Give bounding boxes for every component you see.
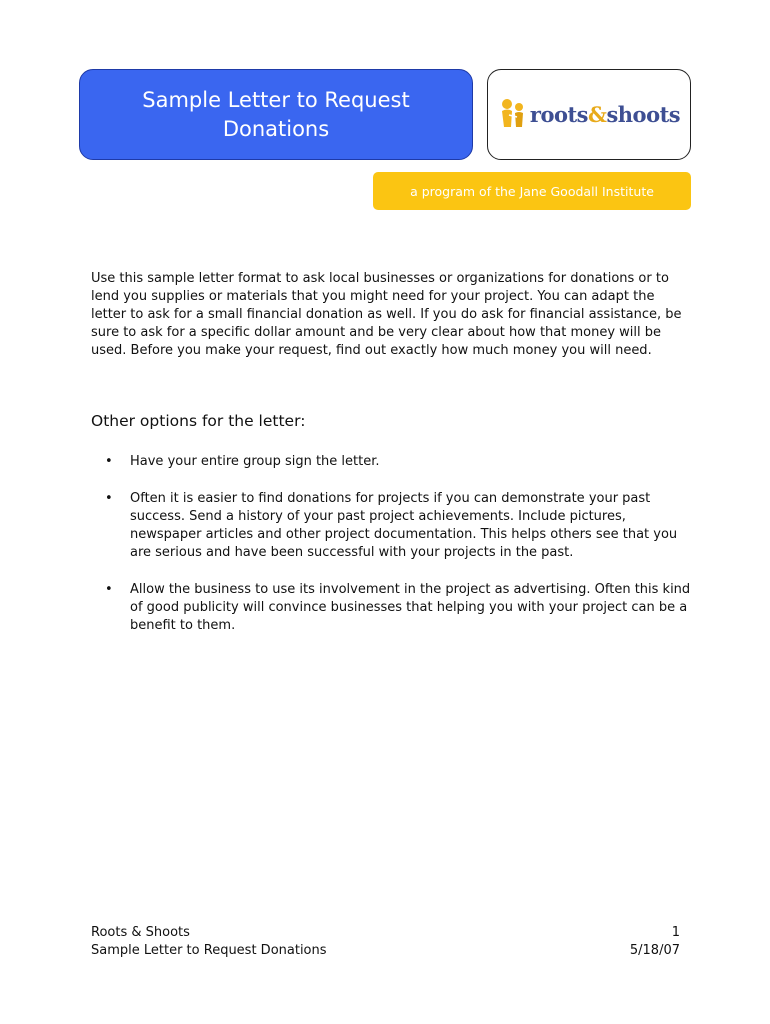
list-item bbox=[91, 581, 691, 635]
tagline: a program of the Jane Goodall Institute bbox=[410, 183, 654, 199]
list-item bbox=[91, 490, 691, 562]
bullet-icon: • bbox=[105, 582, 113, 597]
options-heading: Other options for the letter: bbox=[91, 412, 306, 430]
footer-left bbox=[91, 924, 327, 960]
bullet-icon: • bbox=[105, 491, 113, 506]
list-item-text: Often it is easier to find donations for projects if you can demonstrate your past success. Send a history of your past project achievements. Include pictures, newspaper articles and other project documentation. This helps others see that you are serious and have been successful with your projects in the past. bbox=[130, 491, 678, 560]
title-banner bbox=[79, 69, 473, 160]
footer-date: 5/18/07 bbox=[629, 943, 680, 958]
page-title: Sample Letter to Request Donations bbox=[142, 87, 410, 141]
footer-org: Roots & Shoots bbox=[91, 925, 190, 940]
roots-and-shoots-figures-icon bbox=[498, 97, 528, 133]
footer-doc-title: Sample Letter to Request Donations bbox=[91, 943, 327, 958]
page-number: 1 bbox=[671, 925, 680, 940]
logo-wordmark: roots&shoots bbox=[529, 102, 681, 127]
roots-and-shoots-logo bbox=[498, 97, 680, 133]
logo-panel bbox=[487, 69, 691, 160]
list-item bbox=[91, 453, 691, 471]
list-item-text: Allow the business to use its involvement in the project as advertising. Often this kind of good publicity will convince businesses that helping you with your project can be a benefit to them. bbox=[130, 582, 691, 633]
bullet-icon: • bbox=[105, 454, 113, 469]
tagline-banner bbox=[373, 172, 691, 210]
footer-right bbox=[630, 924, 680, 960]
intro-paragraph: Use this sample letter format to ask local businesses or organizations for donations or to lend you supplies or materials that you might need for your project. You can adapt the letter to ask for a small financial donation as well. If you do ask for financial assistance, be sure to ask for a specific dollar amount and be very clear about how that money will be used. Before you make your request, find out exactly how much money you will need. bbox=[91, 271, 682, 358]
options-list bbox=[91, 453, 691, 654]
list-item-text: Have your entire group sign the letter. bbox=[130, 454, 380, 469]
